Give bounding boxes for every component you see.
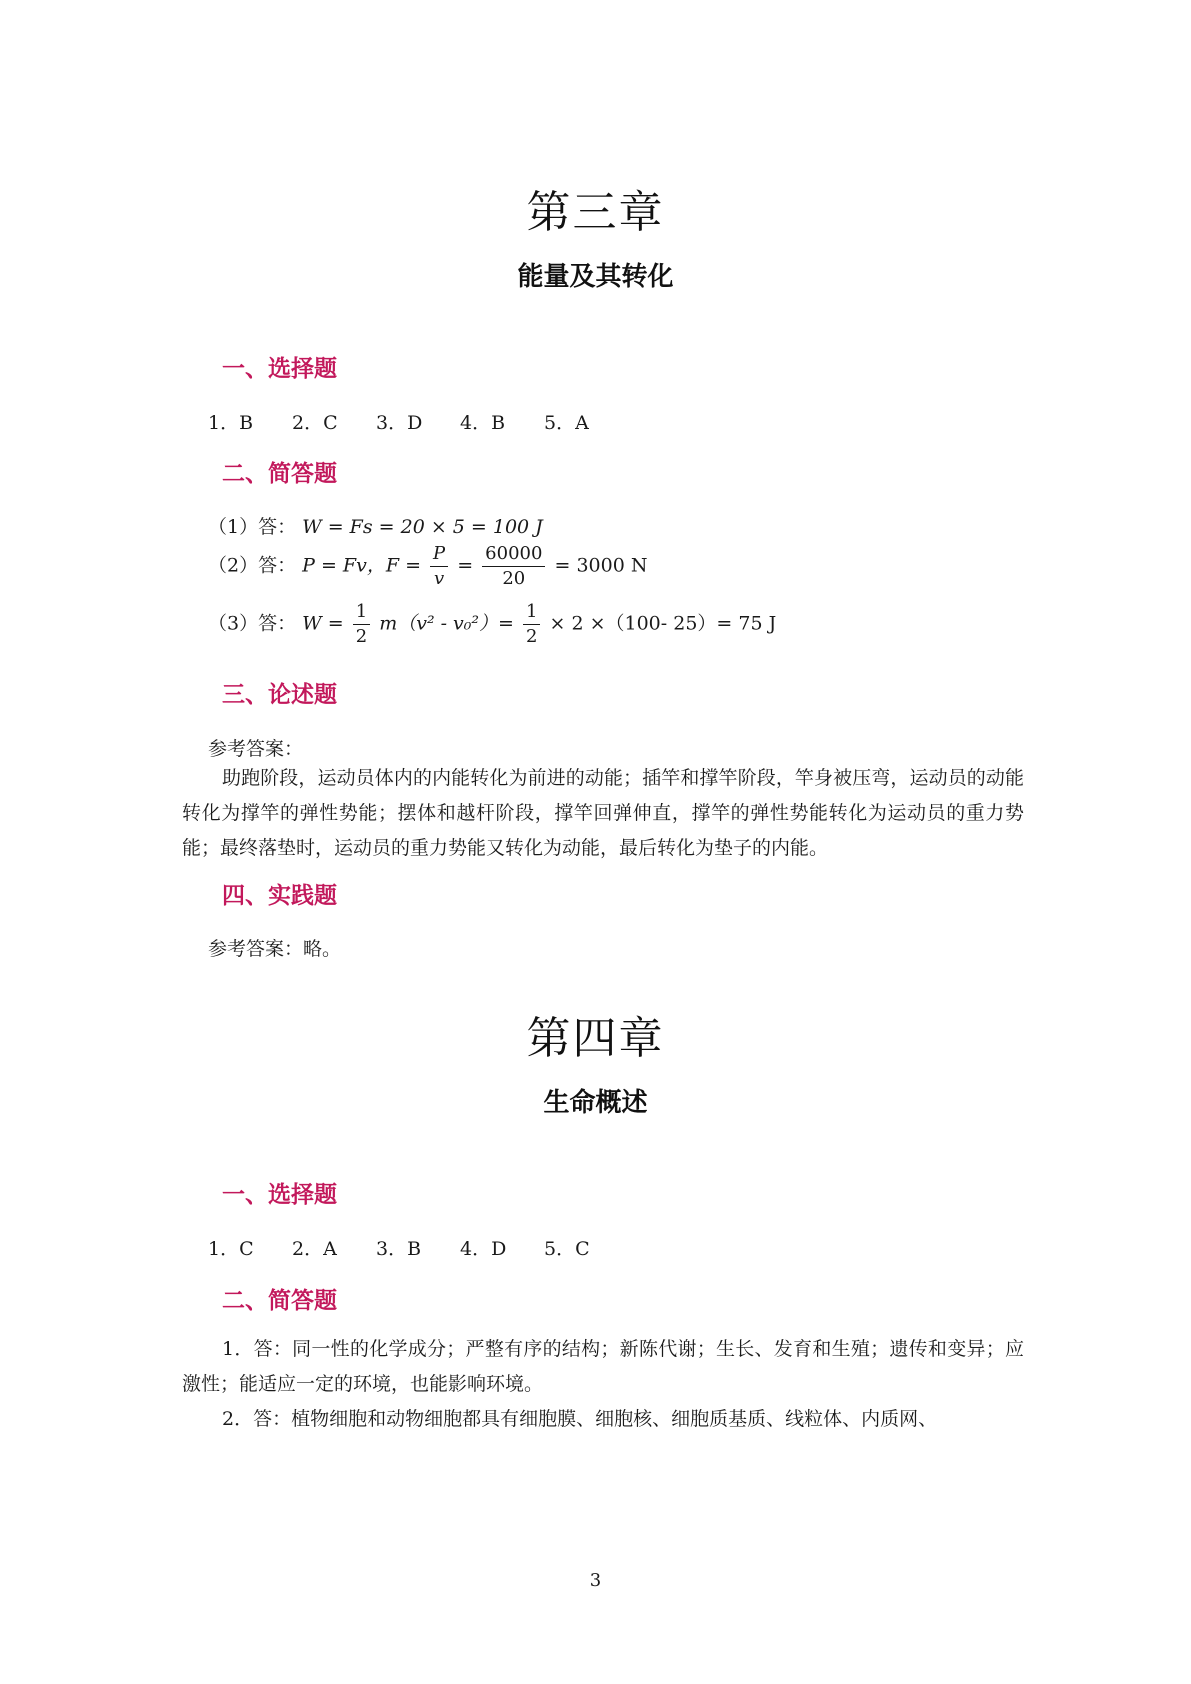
fraction bbox=[523, 600, 540, 649]
answer-prefix: （2）答： bbox=[208, 554, 297, 577]
answer-item: 5．C bbox=[544, 1238, 590, 1260]
answer-item: 2．A bbox=[292, 1238, 337, 1260]
answer-item: 4．B bbox=[460, 412, 506, 434]
section-heading-short-answer: 二、简答题 bbox=[222, 461, 337, 487]
chapter-subtitle: 能量及其转化 bbox=[517, 262, 674, 292]
answer-item: 1．B bbox=[208, 412, 254, 434]
answer-paragraph-2: 2．答：植物细胞和动物细胞都具有细胞膜、细胞核、细胞质基质、线粒体、内质网、 bbox=[222, 1408, 938, 1430]
section-heading-choice: 一、选择题 bbox=[222, 356, 337, 382]
choice-answers bbox=[208, 408, 628, 435]
fraction-numerator: 1 bbox=[353, 600, 370, 625]
fraction bbox=[353, 600, 370, 649]
answer-item: 2．C bbox=[292, 412, 338, 434]
formula: W = bbox=[302, 612, 344, 635]
answer-item: 3．D bbox=[376, 412, 423, 434]
fraction-denominator: 20 bbox=[502, 568, 526, 589]
reference-answer-label: 参考答案： bbox=[208, 738, 304, 760]
formula-result: × 2 ×（100- 25）= 75 J bbox=[549, 612, 777, 635]
fraction-denominator: 2 bbox=[355, 626, 368, 647]
answer-item: 3．B bbox=[376, 1238, 422, 1260]
fraction-denominator: 2 bbox=[526, 626, 538, 647]
answer-q2 bbox=[208, 542, 647, 591]
formula: P = Fv，F = bbox=[302, 554, 421, 577]
section-heading-choice: 一、选择题 bbox=[222, 1182, 337, 1208]
answer-q1 bbox=[208, 512, 543, 539]
formula: m（v² - v₀²）= bbox=[379, 612, 514, 635]
fraction-denominator: v bbox=[434, 568, 445, 589]
answer-item: 4．D bbox=[460, 1238, 507, 1260]
answer-paragraph-1: 1．答：同一性的化学成分；严整有序的结构；新陈代谢；生长、发育和生殖；遗传和变异；应激性；能适应一定的环境，也能影响环境。 bbox=[182, 1338, 1024, 1395]
fraction bbox=[482, 542, 545, 591]
answer-prefix: （3）答： bbox=[208, 612, 297, 635]
practice-answer: 参考答案：略。 bbox=[208, 938, 342, 960]
answer-item: 1．C bbox=[208, 1238, 254, 1260]
answer-item: 5．A bbox=[544, 412, 589, 434]
chapter-subtitle: 生命概述 bbox=[543, 1088, 648, 1118]
answer-q3 bbox=[208, 600, 776, 649]
section-heading-practice: 四、实践题 bbox=[222, 883, 337, 909]
section-heading-essay: 三、论述题 bbox=[222, 682, 337, 708]
fraction-numerator: P bbox=[430, 542, 448, 567]
section-heading-short-answer: 二、简答题 bbox=[222, 1288, 337, 1314]
formula: W = Fs = 20 × 5 = 100 J bbox=[302, 516, 543, 538]
fraction-numerator: 1 bbox=[523, 600, 540, 625]
fraction-numerator: 60000 bbox=[482, 542, 545, 567]
chapter-title: 第三章 bbox=[526, 187, 665, 238]
chapter-title: 第四章 bbox=[526, 1013, 665, 1064]
answer-prefix: （1）答： bbox=[208, 516, 297, 538]
fraction bbox=[430, 542, 448, 591]
equals-sign: = bbox=[457, 554, 474, 577]
formula-result: = 3000 N bbox=[554, 554, 648, 577]
page-number: 3 bbox=[589, 1570, 602, 1591]
choice-answers bbox=[208, 1234, 628, 1261]
essay-paragraph: 助跑阶段，运动员体内的内能转化为前进的动能；插竿和撑竿阶段，竿身被压弯，运动员的动能转化为撑竿的弹性势能；摆体和越杆阶段，撑竿回弹伸直，撑竿的弹性势能转化为运动员的重力势能；最终落垫时，运动员的重力势能又转化为动能，最后转化为垫子的内能。 bbox=[182, 767, 1024, 859]
